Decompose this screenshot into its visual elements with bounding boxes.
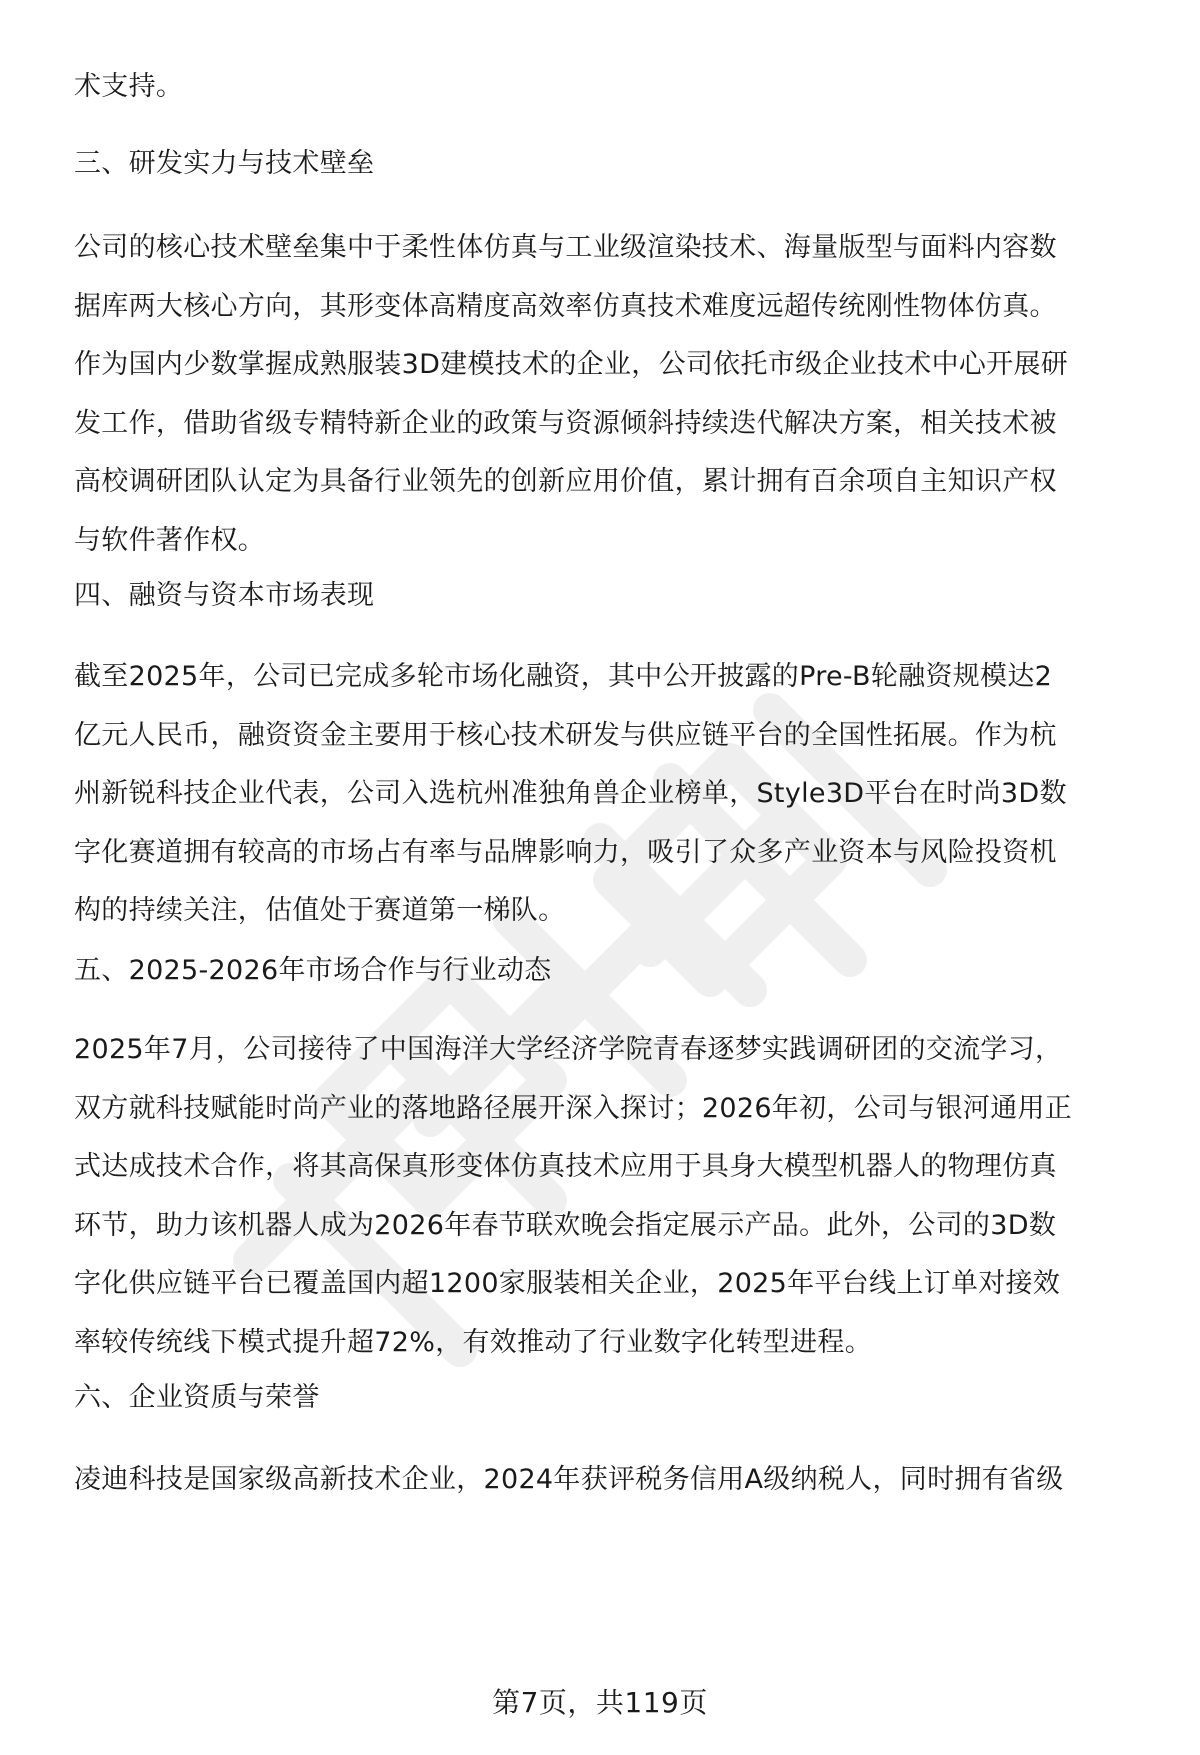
text-line: 发工作，借助省级专精特新企业的政策与资源倾斜持续迭代解决方案，相关技术被 <box>74 407 1057 439</box>
text-line: 式达成技术合作，将其高保真形变体仿真技术应用于具身大模型机器人的物理仿真 <box>74 1151 1057 1183</box>
section-heading: 六、企业资质与荣誉 <box>74 1382 320 1413</box>
text-line: 率较传统线下模式提升超72%，有效推动了行业数字化转型进程。 <box>74 1326 873 1358</box>
paragraph-financing <box>74 662 1154 926</box>
text-line: 亿元人民币，融资资金主要用于核心技术研发与供应链平台的全国性拓展。作为杭 <box>74 719 1057 751</box>
text-line: 环节，助力该机器人成为2026年春节联欢晚会指定展示产品。此外，公司的3D数 <box>74 1209 1057 1241</box>
text-line: 字化供应链平台已覆盖国内超1200家服装相关企业，2025年平台线上订单对接效 <box>74 1268 1061 1300</box>
text-line: 州新锐科技企业代表，公司入选杭州准独角兽企业榜单，Style3D平台在时尚3D数 <box>74 778 1067 810</box>
paragraph-market-cooperation <box>74 1035 1154 1358</box>
text-line: 公司的核心技术壁垒集中于柔性体仿真与工业级渲染技术、海量版型与面料内容数 <box>74 232 1057 263</box>
text-line: 与软件著作权。 <box>74 524 266 556</box>
heading-market-cooperation <box>74 956 1154 986</box>
paragraph-continuation <box>74 72 1154 102</box>
text-line: 凌迪科技是国家级高新技术企业，2024年获评税务信用A级纳税人，同时拥有省级 <box>74 1464 1064 1495</box>
text-line: 高校调研团队认定为具备行业领先的创新应用价值，累计拥有百余项自主知识产权 <box>74 466 1057 498</box>
section-heading: 三、研发实力与技术壁垒 <box>74 148 375 179</box>
text-line: 双方就科技赋能时尚产业的落地路径展开深入探讨；2026年初，公司与银河通用正 <box>74 1092 1073 1124</box>
text-line: 构的持续关注，估值处于赛道第一梯队。 <box>74 895 566 927</box>
section-heading: 五、2025-2026年市场合作与行业动态 <box>74 955 552 986</box>
text-line: 术支持。 <box>74 71 184 102</box>
heading-rd-strength <box>74 149 1154 179</box>
heading-honors <box>74 1383 1154 1413</box>
paragraph-honors <box>74 1465 1154 1495</box>
page-number: 第7页，共119页 <box>492 1686 708 1719</box>
text-line: 据库两大核心方向，其形变体高精度高效率仿真技术难度远超传统刚性物体仿真。 <box>74 290 1057 322</box>
paragraph-rd <box>74 233 1154 556</box>
text-line: 截至2025年，公司已完成多轮市场化融资，其中公开披露的Pre-B轮融资规模达2 <box>74 661 1053 692</box>
heading-financing <box>74 581 1154 611</box>
text-line: 2025年7月，公司接待了中国海洋大学经济学院青春逐梦实践调研团的交流学习， <box>74 1034 1063 1065</box>
section-heading: 四、融资与资本市场表现 <box>74 580 375 611</box>
text-line: 作为国内少数掌握成熟服装3D建模技术的企业，公司依托市级企业技术中心开展研 <box>74 349 1069 381</box>
text-line: 字化赛道拥有较高的市场占有率与品牌影响力，吸引了众多产业资本与风险投资机 <box>74 836 1057 868</box>
